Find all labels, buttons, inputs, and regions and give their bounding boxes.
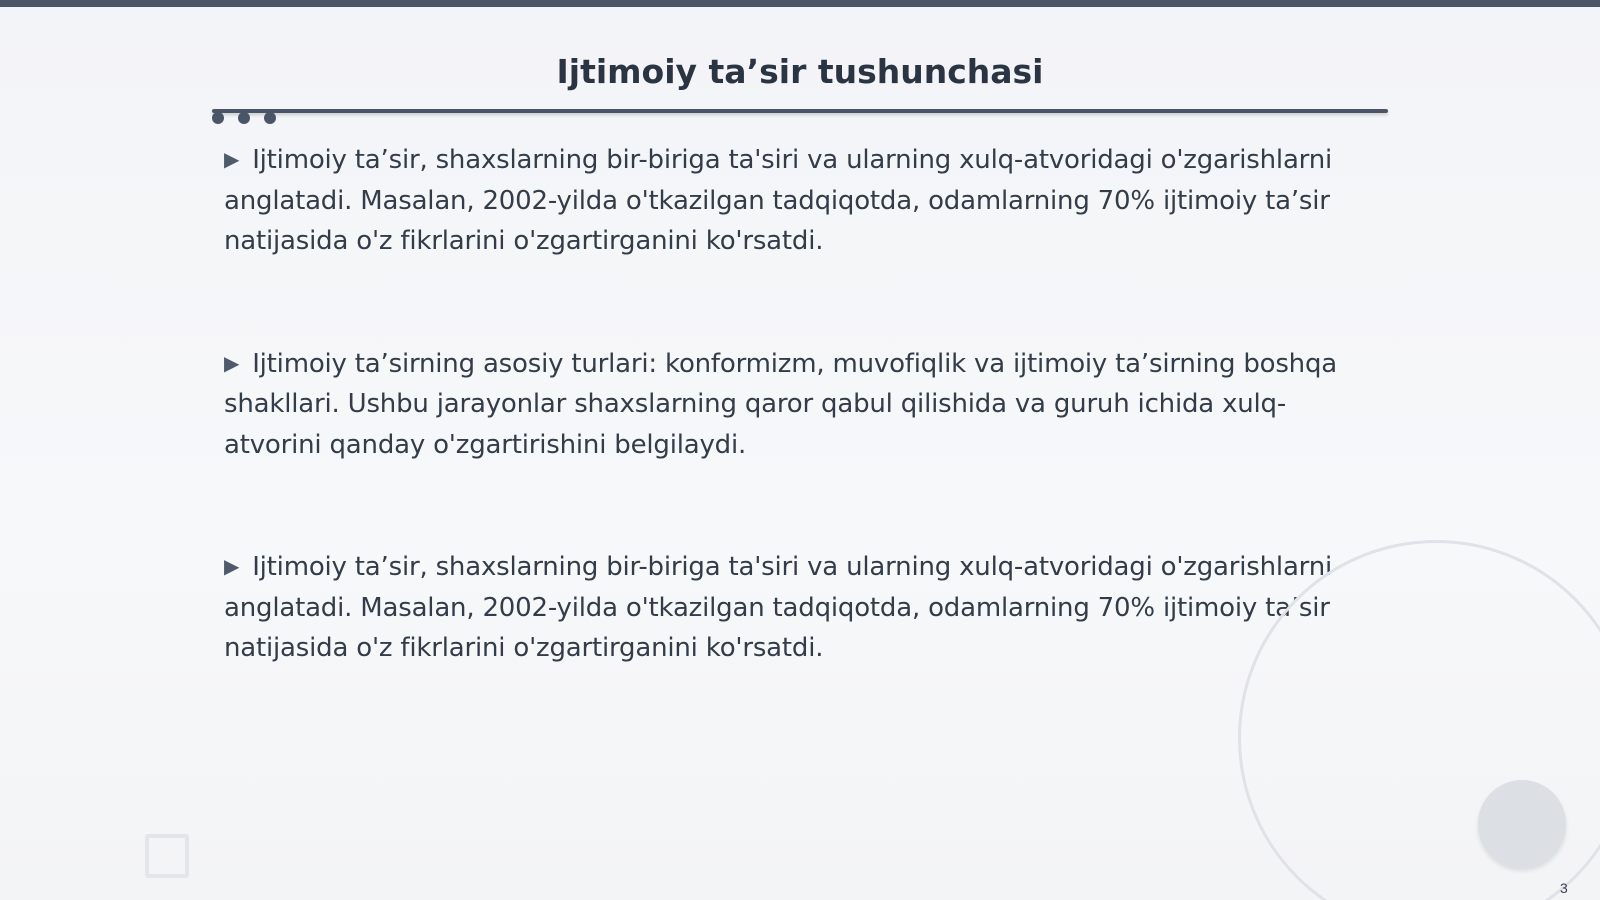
paragraph-text: Ijtimoiy ta’sir, shaxslarning bir-biriga ta'siri va ularning xulq-atvoridagi o'zgarishlarni anglatadi. Masalan, 2002-yilda o'tkazilgan tadqiqotda, odamlarning 70% ijtimoiy ta’sir natijasida o'z fikrlarini o'zgartirganini ko'rsatdi. (224, 145, 1333, 256)
bullet-paragraph (224, 139, 1374, 262)
top-accent-bar (0, 0, 1600, 7)
slide-title: Ijtimoiy ta’sir tushunchasi (556, 52, 1044, 91)
triangle-bullet-icon: ▶ (224, 350, 240, 375)
bullet-paragraph (224, 343, 1374, 466)
title-underline (212, 109, 1388, 113)
decorative-square (145, 834, 189, 878)
page-number: 3 (1560, 880, 1568, 896)
paragraph-text: Ijtimoiy ta’sir, shaxslarning bir-biriga ta'siri va ularning xulq-atvoridagi o'zgarishlarni anglatadi. Masalan, 2002-yilda o'tkazilgan tadqiqotda, odamlarning 70% ijtimoiy ta’sir natijasida o'z fikrlarini o'zgartirganini ko'rsatdi. (224, 552, 1333, 663)
rule-dot-icon (212, 112, 224, 124)
rule-dot-icon (238, 112, 250, 124)
slide-body (224, 139, 1374, 750)
decorative-circle (1478, 780, 1566, 868)
paragraph-text: Ijtimoiy ta’sirning asosiy turlari: konformizm, muvofiqlik va ijtimoiy ta’sirning boshqa shakllari. Ushbu jarayonlar shaxslarning qaror qabul qilishida va guruh ichida xulq-atvorini qanday o'zgartirishini belgilaydi. (224, 348, 1337, 460)
bullet-paragraph (224, 546, 1374, 669)
triangle-bullet-icon: ▶ (224, 554, 240, 578)
triangle-bullet-icon: ▶ (224, 147, 240, 171)
rule-dot-icon (264, 112, 276, 124)
